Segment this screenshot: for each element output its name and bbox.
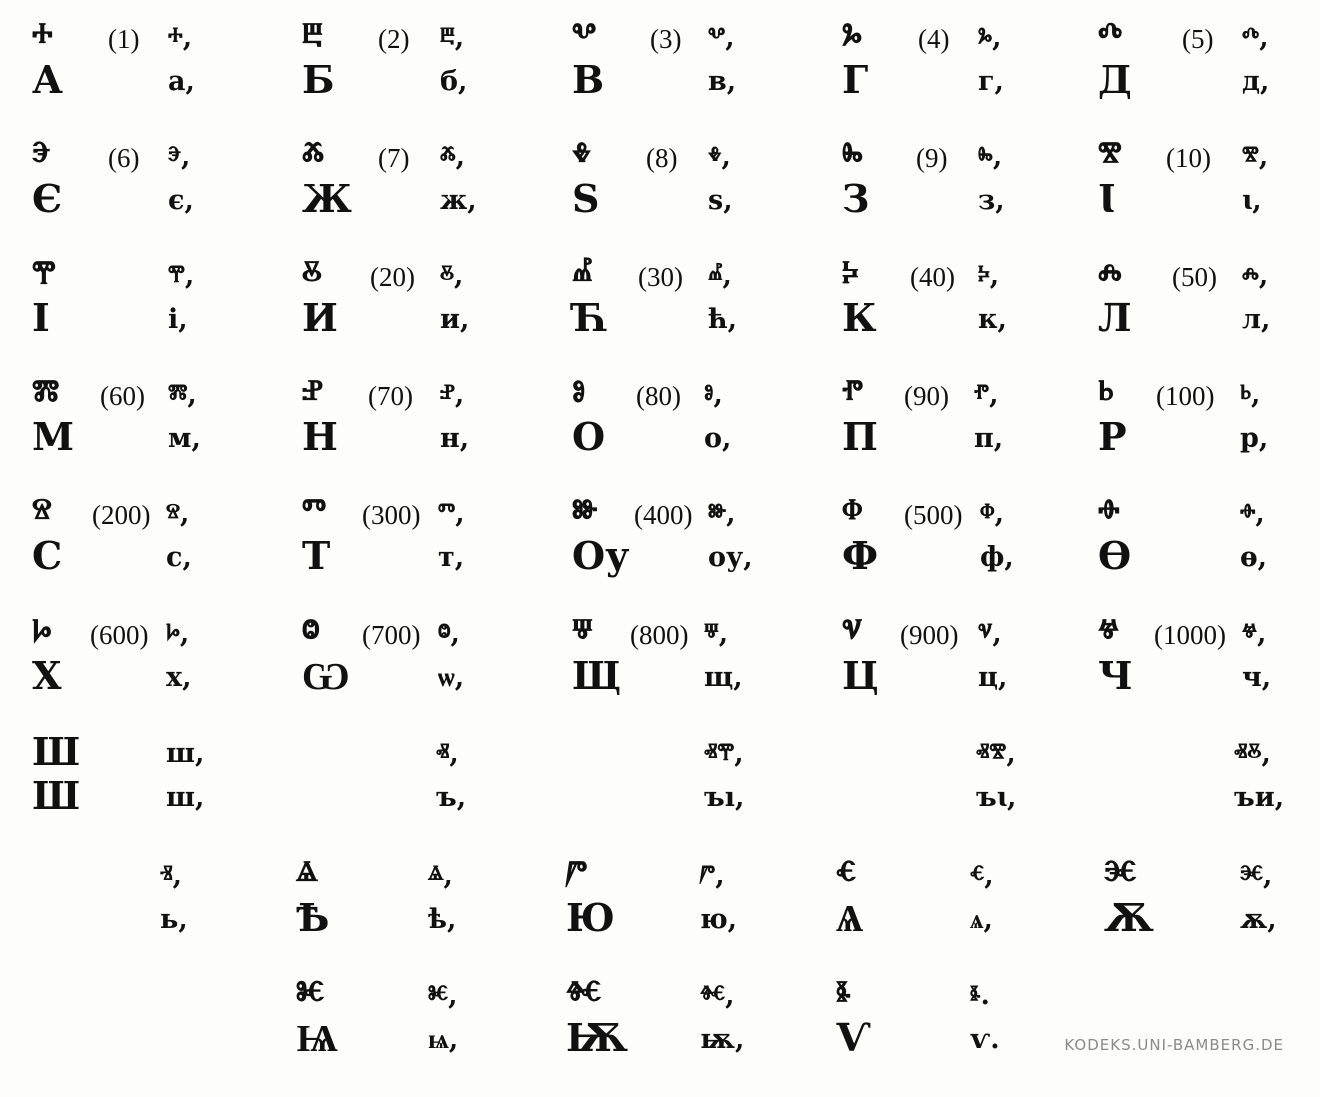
cyrillic-small: р, bbox=[1240, 423, 1269, 454]
cyrillic-small: б, bbox=[440, 66, 468, 97]
letter-cell bbox=[1098, 252, 1320, 362]
cyrillic-small: ъи, bbox=[1234, 782, 1285, 813]
glagolitic-capital: ⱂ bbox=[842, 370, 864, 415]
glagolitic-capital: ⰻ bbox=[302, 251, 322, 296]
table-row bbox=[0, 852, 1320, 962]
cyrillic-capital: Щ bbox=[572, 653, 622, 698]
letter-cell bbox=[1098, 610, 1320, 720]
glagolitic-small: ⰼ, bbox=[708, 260, 732, 291]
glagolitic-capital: ⰲ bbox=[572, 13, 597, 58]
cyrillic-small: ъ, bbox=[436, 782, 467, 813]
cyrillic-small: и, bbox=[440, 304, 470, 335]
letter-cell bbox=[572, 730, 842, 840]
glagolitic-small: ⱇ, bbox=[980, 498, 1005, 529]
numeric-value: (80) bbox=[636, 381, 681, 411]
cyrillic-capital: Ѣ bbox=[296, 895, 330, 940]
letter-cell bbox=[842, 252, 1112, 362]
glagolitic-small: ш, bbox=[166, 738, 205, 769]
table-row bbox=[0, 252, 1320, 362]
numeric-value: (1000) bbox=[1154, 620, 1226, 650]
numeric-value: (100) bbox=[1156, 381, 1215, 411]
cyrillic-capital: Ѕ bbox=[572, 176, 600, 221]
letter-cell bbox=[296, 852, 566, 962]
glagolitic-capital: ⰵ bbox=[32, 132, 51, 177]
glagolitic-capital: ⱅ bbox=[302, 489, 327, 534]
table-row bbox=[0, 371, 1320, 481]
numeric-value: (800) bbox=[630, 620, 689, 650]
letter-cell bbox=[566, 972, 836, 1082]
glagolitic-small: ⰹ, bbox=[168, 260, 195, 291]
glagolitic-small: ⱛ. bbox=[970, 980, 990, 1011]
glagolitic-small: ⱘ, bbox=[428, 980, 458, 1011]
glagolitic-small: ⰻ, bbox=[440, 260, 464, 291]
glagolitic-capital: ⰱ bbox=[302, 13, 323, 58]
letter-cell bbox=[842, 490, 1112, 600]
cyrillic-capital: Д bbox=[1098, 57, 1132, 102]
cyrillic-capital: Т bbox=[302, 533, 331, 578]
glagolitic-capital: ⰶ bbox=[302, 132, 325, 177]
cyrillic-capital: Ш bbox=[32, 773, 81, 818]
letter-cell bbox=[1098, 133, 1320, 243]
glagolitic-capital: Ш bbox=[32, 729, 81, 774]
glagolitic-small: ⱑ, bbox=[428, 860, 453, 891]
glagolitic-capital: ⰹ bbox=[32, 251, 56, 296]
glagolitic-small: ⰵ, bbox=[168, 141, 191, 172]
glagolitic-small: ⱏⰻ, bbox=[1234, 738, 1271, 769]
table-row bbox=[0, 610, 1320, 720]
cyrillic-capital: С bbox=[32, 533, 63, 578]
cyrillic-small: ъꙇ, bbox=[976, 782, 1017, 813]
cyrillic-capital: Б bbox=[302, 57, 335, 102]
letter-cell bbox=[302, 490, 572, 600]
numeric-value: (60) bbox=[100, 381, 145, 411]
numeric-value: (400) bbox=[634, 500, 693, 530]
glagolitic-capital: ⰰ bbox=[32, 13, 53, 58]
letter-cell bbox=[572, 14, 842, 124]
glagolitic-capital: ⱇ bbox=[842, 489, 863, 534]
cyrillic-small: ѵ. bbox=[970, 1024, 1000, 1055]
glagolitic-small: ⱋ, bbox=[704, 618, 729, 649]
letter-cell bbox=[842, 133, 1112, 243]
glagolitic-small: ⰱ, bbox=[440, 22, 465, 53]
watermark-text: KODEKS.UNI-BAMBERG.DE bbox=[1064, 1036, 1284, 1054]
cyrillic-capital: К bbox=[842, 295, 877, 340]
glagolitic-capital: ⱘ bbox=[296, 971, 325, 1016]
cyrillic-small: і, bbox=[168, 304, 188, 335]
glagolitic-capital: ⰳ bbox=[842, 13, 862, 58]
cyrillic-small: ѣ, bbox=[428, 904, 457, 935]
glagolitic-small: ⰳ, bbox=[978, 22, 1002, 53]
letter-cell bbox=[572, 490, 842, 600]
glagolitic-capital: ⰺ bbox=[1098, 132, 1122, 177]
letter-cell bbox=[302, 252, 572, 362]
numeric-value: (8) bbox=[646, 143, 678, 173]
glagolitic-small: ⱗ, bbox=[1240, 860, 1273, 891]
letter-cell bbox=[572, 371, 842, 481]
letter-cell bbox=[302, 133, 572, 243]
letter-cell bbox=[836, 972, 1106, 1082]
cyrillic-small: о, bbox=[704, 423, 732, 454]
numeric-value: (200) bbox=[92, 500, 151, 530]
cyrillic-capital: Ѧ bbox=[836, 895, 864, 940]
numeric-value: (300) bbox=[362, 500, 421, 530]
numeric-value: (5) bbox=[1182, 24, 1214, 54]
numeric-value: (1) bbox=[108, 24, 140, 54]
letter-cell bbox=[1098, 371, 1320, 481]
table-row bbox=[0, 490, 1320, 600]
glagolitic-capital: ⱓ bbox=[566, 851, 588, 896]
glagolitic-capital: ⱉ bbox=[302, 609, 320, 654]
cyrillic-capital: Ж bbox=[302, 176, 352, 221]
cyrillic-capital: О bbox=[572, 414, 606, 459]
cyrillic-capital: Ѵ bbox=[836, 1015, 871, 1060]
glagolitic-capital: ⱑ bbox=[296, 851, 318, 896]
letter-cell bbox=[32, 610, 302, 720]
numeric-value: (40) bbox=[910, 262, 955, 292]
cyrillic-small: ь, bbox=[160, 904, 188, 935]
glagolitic-small: ⱂ, bbox=[974, 379, 999, 410]
letter-cell bbox=[572, 133, 842, 243]
glagolitic-small: ⰾ, bbox=[1242, 260, 1269, 291]
cyrillic-small: ф, bbox=[980, 542, 1014, 573]
cyrillic-small: н, bbox=[440, 423, 470, 454]
glagolitic-capital: ⱆ bbox=[572, 489, 598, 534]
letter-cell bbox=[572, 252, 842, 362]
cyrillic-capital: З bbox=[842, 176, 870, 221]
table-row bbox=[0, 133, 1320, 243]
cyrillic-small: п, bbox=[974, 423, 1004, 454]
cyrillic-small: ѧ, bbox=[970, 904, 993, 935]
glagolitic-small: ⰲ, bbox=[708, 22, 735, 53]
cyrillic-small: ѳ, bbox=[1240, 542, 1268, 573]
cyrillic-capital: Н bbox=[302, 414, 338, 459]
cyrillic-small: є, bbox=[168, 185, 194, 216]
cyrillic-capital: Ц bbox=[842, 653, 879, 698]
cyrillic-capital: І bbox=[32, 295, 50, 340]
glagolitic-capital: ⰽ bbox=[842, 251, 859, 296]
glagolitic-small: ⰽ, bbox=[978, 260, 1000, 291]
cyrillic-capital: Л bbox=[1098, 295, 1132, 340]
numeric-value: (2) bbox=[378, 24, 410, 54]
letter-cell bbox=[296, 972, 566, 1082]
letter-cell bbox=[302, 610, 572, 720]
cyrillic-capital: Ѫ bbox=[1104, 895, 1154, 940]
numeric-value: (70) bbox=[368, 381, 413, 411]
cyrillic-capital: Оу bbox=[572, 533, 630, 578]
glagolitic-capital: ⰼ bbox=[572, 251, 593, 296]
glagolitic-capital: ⱔ bbox=[836, 851, 857, 896]
glagolitic-small: ⱐ, bbox=[160, 860, 183, 891]
glagolitic-small: ⱓ, bbox=[700, 860, 725, 891]
numeric-value: (6) bbox=[108, 143, 140, 173]
table-row bbox=[0, 14, 1320, 124]
numeric-value: (30) bbox=[638, 262, 683, 292]
letter-cell bbox=[32, 852, 302, 962]
glagolitic-capital: ⰴ bbox=[1098, 13, 1123, 58]
numeric-value: (7) bbox=[378, 143, 410, 173]
glagolitic-capital: ⱁ bbox=[572, 370, 586, 415]
glagolitic-small: ⰺ, bbox=[1242, 141, 1269, 172]
letter-cell bbox=[1098, 490, 1320, 600]
glagolitic-small: ⱅ, bbox=[438, 498, 465, 529]
cyrillic-capital: Ѭ bbox=[566, 1015, 628, 1060]
glagolitic-capital: ⰾ bbox=[1098, 251, 1122, 296]
letter-cell bbox=[842, 730, 1112, 840]
cyrillic-small: ъı, bbox=[704, 782, 745, 813]
letter-cell bbox=[32, 490, 302, 600]
letter-cell bbox=[32, 133, 302, 243]
glagolitic-capital: ⱄ bbox=[32, 489, 52, 534]
glagolitic-capital: ⱋ bbox=[572, 609, 593, 654]
cyrillic-capital: Ћ bbox=[572, 295, 609, 340]
letter-cell bbox=[302, 730, 572, 840]
letter-cell bbox=[302, 371, 572, 481]
cyrillic-capital: И bbox=[302, 295, 338, 340]
letter-cell bbox=[836, 852, 1106, 962]
glagolitic-capital: ⱀ bbox=[302, 370, 324, 415]
cyrillic-capital: Ѡ bbox=[302, 653, 350, 698]
numeric-value: (700) bbox=[362, 620, 421, 650]
numeric-value: (500) bbox=[904, 500, 963, 530]
glagolitic-small: ⱚ, bbox=[1240, 498, 1265, 529]
glagolitic-capital: ⱃ bbox=[1098, 370, 1114, 415]
glagolitic-capital: ⱍ bbox=[1098, 609, 1120, 654]
glagolitic-small: ⱏⰺ, bbox=[976, 738, 1016, 769]
cyrillic-capital: Р bbox=[1098, 414, 1127, 459]
glagolitic-capital: ⱗ bbox=[1104, 851, 1137, 896]
cyrillic-capital: Ѳ bbox=[1098, 533, 1132, 578]
letter-cell bbox=[842, 610, 1112, 720]
cyrillic-small: з, bbox=[978, 185, 1005, 216]
letter-cell bbox=[32, 730, 302, 840]
cyrillic-small: ч, bbox=[1242, 662, 1272, 693]
letter-cell bbox=[302, 14, 572, 124]
cyrillic-small: с, bbox=[166, 542, 192, 573]
cyrillic-small: ѕ, bbox=[708, 185, 733, 216]
glagolitic-capital: ⰸ bbox=[842, 132, 863, 177]
glagolitic-capital: ⱙ bbox=[566, 971, 602, 1016]
cyrillic-small: ѡ, bbox=[438, 662, 465, 693]
cyrillic-capital: Ф bbox=[842, 533, 879, 578]
glagolitic-capital: ⰿ bbox=[32, 370, 60, 415]
glagolitic-small: ⱏⰹ, bbox=[704, 738, 744, 769]
cyrillic-small: д, bbox=[1242, 66, 1270, 97]
glagolitic-small: ⰴ, bbox=[1242, 22, 1269, 53]
letter-cell bbox=[32, 14, 302, 124]
glagolitic-small: ⱆ, bbox=[708, 498, 736, 529]
cyrillic-small: ѫ, bbox=[1240, 904, 1277, 935]
cyrillic-small: х, bbox=[166, 662, 192, 693]
glagolitic-small: ⰰ, bbox=[168, 22, 193, 53]
cyrillic-small: в, bbox=[708, 66, 737, 97]
cyrillic-small: ж, bbox=[440, 185, 477, 216]
glagolitic-small: ⰶ, bbox=[440, 141, 466, 172]
cyrillic-capital: В bbox=[572, 57, 605, 102]
glagolitic-small: ⰷ, bbox=[708, 141, 731, 172]
cyrillic-capital: Ꙇ bbox=[1098, 176, 1116, 221]
letter-cell bbox=[842, 14, 1112, 124]
glagolitic-small: ⰸ, bbox=[978, 141, 1003, 172]
cyrillic-small: ю, bbox=[700, 904, 738, 935]
cyrillic-small: ћ, bbox=[708, 304, 738, 335]
cyrillic-small: ѭ, bbox=[700, 1024, 745, 1055]
table-row bbox=[0, 730, 1320, 840]
glagolitic-small: ⱄ, bbox=[166, 498, 190, 529]
numeric-value: (4) bbox=[918, 24, 950, 54]
letter-cell bbox=[1098, 730, 1320, 840]
cyrillic-small: оу, bbox=[708, 542, 753, 573]
numeric-value: (90) bbox=[904, 381, 949, 411]
letter-cell bbox=[1098, 14, 1320, 124]
cyrillic-small: л, bbox=[1242, 304, 1271, 335]
cyrillic-capital: Є bbox=[32, 176, 63, 221]
cyrillic-small: щ, bbox=[704, 662, 743, 693]
glagolitic-small: ⱌ, bbox=[978, 618, 1002, 649]
letter-cell bbox=[1104, 852, 1320, 962]
cyrillic-small: ц, bbox=[978, 662, 1008, 693]
glagolitic-capital: ⱈ bbox=[32, 609, 52, 654]
numeric-value: (900) bbox=[900, 620, 959, 650]
numeric-value: (50) bbox=[1172, 262, 1217, 292]
glagolitic-small: ⱈ, bbox=[166, 618, 190, 649]
cyrillic-capital: Х bbox=[32, 653, 62, 698]
table-row bbox=[0, 972, 1320, 1082]
cyrillic-capital: М bbox=[32, 414, 75, 459]
glagolitic-small: ⱔ, bbox=[970, 860, 994, 891]
letter-cell bbox=[32, 371, 302, 481]
cyrillic-small: ѩ, bbox=[428, 1024, 459, 1055]
cyrillic-small: а, bbox=[168, 66, 195, 97]
letter-cell bbox=[566, 852, 836, 962]
cyrillic-small: ш, bbox=[166, 782, 205, 813]
cyrillic-capital: Ю bbox=[566, 895, 615, 940]
glagolitic-small: ⱁ, bbox=[704, 379, 723, 410]
glagolitic-small: ⱏ, bbox=[436, 738, 459, 769]
glagolitic-capital: ⰷ bbox=[572, 132, 591, 177]
numeric-value: (9) bbox=[916, 143, 948, 173]
glagolitic-small: ⱀ, bbox=[440, 379, 465, 410]
letter-cell bbox=[842, 371, 1112, 481]
glagolitic-small: ⱙ, bbox=[700, 980, 735, 1011]
glagolitic-small: ⰿ, bbox=[168, 379, 197, 410]
cyrillic-capital: Ѩ bbox=[296, 1015, 338, 1060]
cyrillic-small: г, bbox=[978, 66, 1004, 97]
glagolitic-capital: ⱚ bbox=[1098, 489, 1120, 534]
numeric-value: (20) bbox=[370, 262, 415, 292]
cyrillic-small: т, bbox=[438, 542, 465, 573]
cyrillic-capital: П bbox=[842, 414, 878, 459]
glagolitic-small: ⱉ, bbox=[438, 618, 460, 649]
cyrillic-capital: А bbox=[32, 57, 63, 102]
numeric-value: (10) bbox=[1166, 143, 1211, 173]
cyrillic-capital: Г bbox=[842, 57, 869, 102]
letter-cell bbox=[32, 252, 302, 362]
numeric-value: (600) bbox=[90, 620, 149, 650]
glagolitic-small: ⱍ, bbox=[1242, 618, 1267, 649]
numeric-value: (3) bbox=[650, 24, 682, 54]
cyrillic-capital: Ч bbox=[1098, 653, 1133, 698]
cyrillic-small: ꙇ, bbox=[1242, 185, 1262, 216]
glagolitic-capital: ⱌ bbox=[842, 609, 863, 654]
cyrillic-small: к, bbox=[978, 304, 1007, 335]
letter-cell bbox=[572, 610, 842, 720]
glagolitic-capital: ⱛ bbox=[836, 971, 851, 1016]
glagolitic-small: ⱃ, bbox=[1240, 379, 1261, 410]
cyrillic-small: м, bbox=[168, 423, 201, 454]
